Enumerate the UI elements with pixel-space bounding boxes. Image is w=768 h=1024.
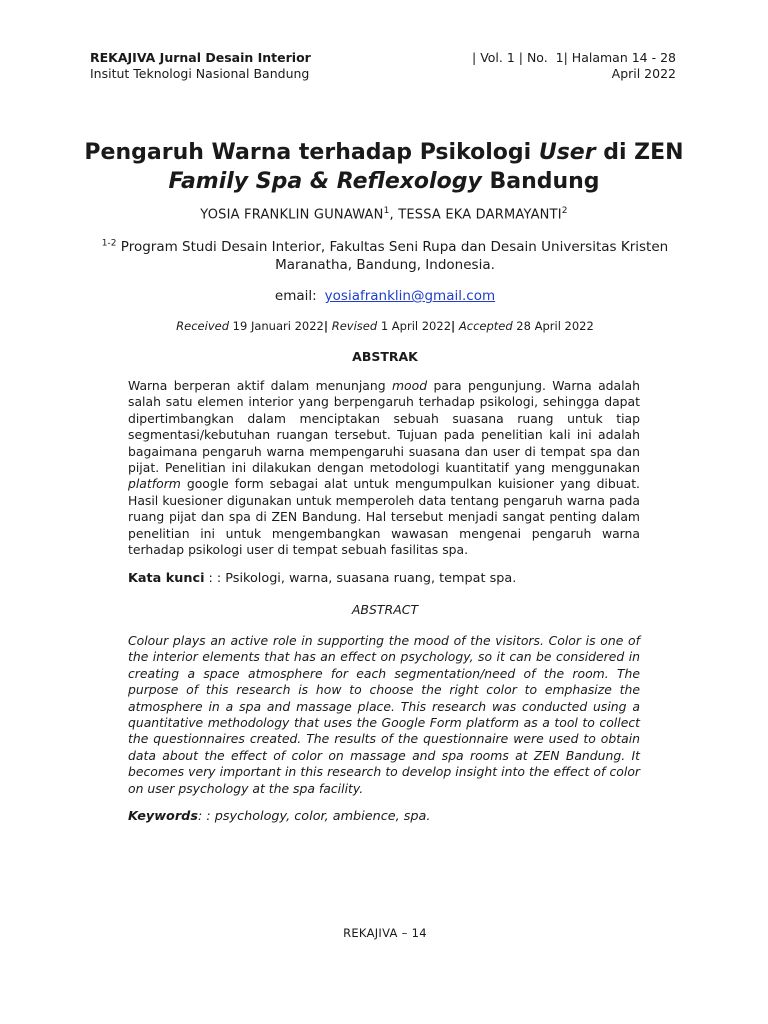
title-part: Pengaruh Warna terhadap Psikologi <box>84 140 539 165</box>
revised-label: Revised <box>328 319 378 333</box>
abstrak-segment: Warna berperan aktif dalam menunjang <box>128 378 392 393</box>
revised-date: 1 April 2022 <box>377 319 452 333</box>
keywords <box>128 809 640 824</box>
affiliation-text: Program Studi Desain Interior, Fakultas Seni Rupa dan Desain Universitas Kristen Maranatha, Bandung, Indonesia. <box>116 239 669 273</box>
email-line <box>90 288 680 304</box>
journal-header <box>90 50 311 82</box>
author-separator: , <box>389 207 399 223</box>
email-link[interactable]: yosiafranklin@gmail.com <box>324 288 496 304</box>
received-label: Received <box>176 319 230 333</box>
title-part: di ZEN <box>595 140 684 165</box>
affiliation <box>90 238 680 274</box>
affiliation-superscript: 1-2 <box>101 238 117 249</box>
abstract-text: Colour plays an active role in supporting the mood of the visitors. Color is one of the interior elements that has an effect on psychology, so it can be considered in creating a space atmosphere for each segmentation/need of the room. The purpose of this research is how to choose the right color to emphasize the atmosphere in a spa and massage place. This research was conducted using a quantitative methodology that uses the Google Form platform as a tool to collect the questionnaires created. The results of the questionnaire were used to obtain data about the effect of color on massage and spa rooms at ZEN Bandung. It becomes very important in this research to develop insight into the effect of color on user psychology at the spa facility. <box>128 633 640 796</box>
submission-dates <box>90 319 680 333</box>
author-superscript: 1 <box>383 206 390 216</box>
kata-kunci-label: Kata kunci <box>128 571 205 586</box>
author-name: TESSA EKA DARMAYANTI <box>398 207 562 223</box>
received-date: 19 Januari 2022 <box>229 319 324 333</box>
title-italic-part: Family Spa & Reflexology <box>168 169 482 194</box>
accepted-label: Accepted <box>455 319 513 333</box>
abstrak-segment: para pengunjung. Warna adalah salah satu elemen interior yang berpengaruh terhadap psikologi, sehingga dapat dipertimbangkan dalam menciptakan sebuah suasana ruang untuk tiap segmentasi/kebutuhan ruangan tersebut. Tujuan pada penelitian kali ini adalah bagaimana pengaruh warna mempengaruhi suasana dan user di tempat spa dan pijat. Penelitian ini dilakukan dengan metodologi kuantitatif yang menggunakan <box>128 378 641 476</box>
abstrak-italic-segment: platform <box>128 476 181 492</box>
kata-kunci <box>128 571 640 586</box>
author-superscript: 2 <box>561 206 568 216</box>
keywords-label: Keywords <box>128 809 198 824</box>
email-label: email: <box>274 288 317 304</box>
issue-date: April 2022 <box>611 66 676 81</box>
abstract-heading: ABSTRACT <box>351 602 419 617</box>
journal-name: REKAJIVA Jurnal Desain Interior <box>90 50 311 65</box>
abstrak-heading: ABSTRAK <box>352 349 418 364</box>
keywords-values: : : psychology, color, ambience, spa. <box>197 809 431 824</box>
author-name: YOSIA FRANKLIN GUNAWAN <box>200 207 384 223</box>
author-list <box>60 206 708 222</box>
issue-info <box>472 50 676 82</box>
date-separator: | <box>323 319 329 333</box>
volume-info: | Vol. 1 | No. 1| Halaman 14 - 28 <box>472 50 676 65</box>
abstrak-italic-segment: mood <box>391 378 428 393</box>
institution-name: Insitut Teknologi Nasional Bandung <box>90 66 310 81</box>
title-part: Bandung <box>481 169 600 194</box>
paper-title <box>60 138 708 196</box>
date-separator: | <box>451 319 456 333</box>
accepted-date: 28 April 2022 <box>512 319 594 333</box>
abstrak-segment: google form sebagai alat untuk mengumpulkan kuisioner yang dibuat. Hasil kuesioner digunakan untuk memperoleh data tentang pengaruh warna pada ruang pijat dan spa di ZEN Bandung. Hal tersebut menjadi sangat penting dalam penelitian ini untuk mengembangkan wawasan mengenai pengaruh warna terhadap psikologi user di tempat sebuah fasilitas spa. <box>128 476 640 558</box>
title-italic-part: User <box>538 140 596 165</box>
kata-kunci-values: : : Psikologi, warna, suasana ruang, tempat spa. <box>208 571 517 586</box>
page-footer: REKAJIVA – 14 <box>343 926 427 940</box>
abstrak-text <box>128 378 640 558</box>
